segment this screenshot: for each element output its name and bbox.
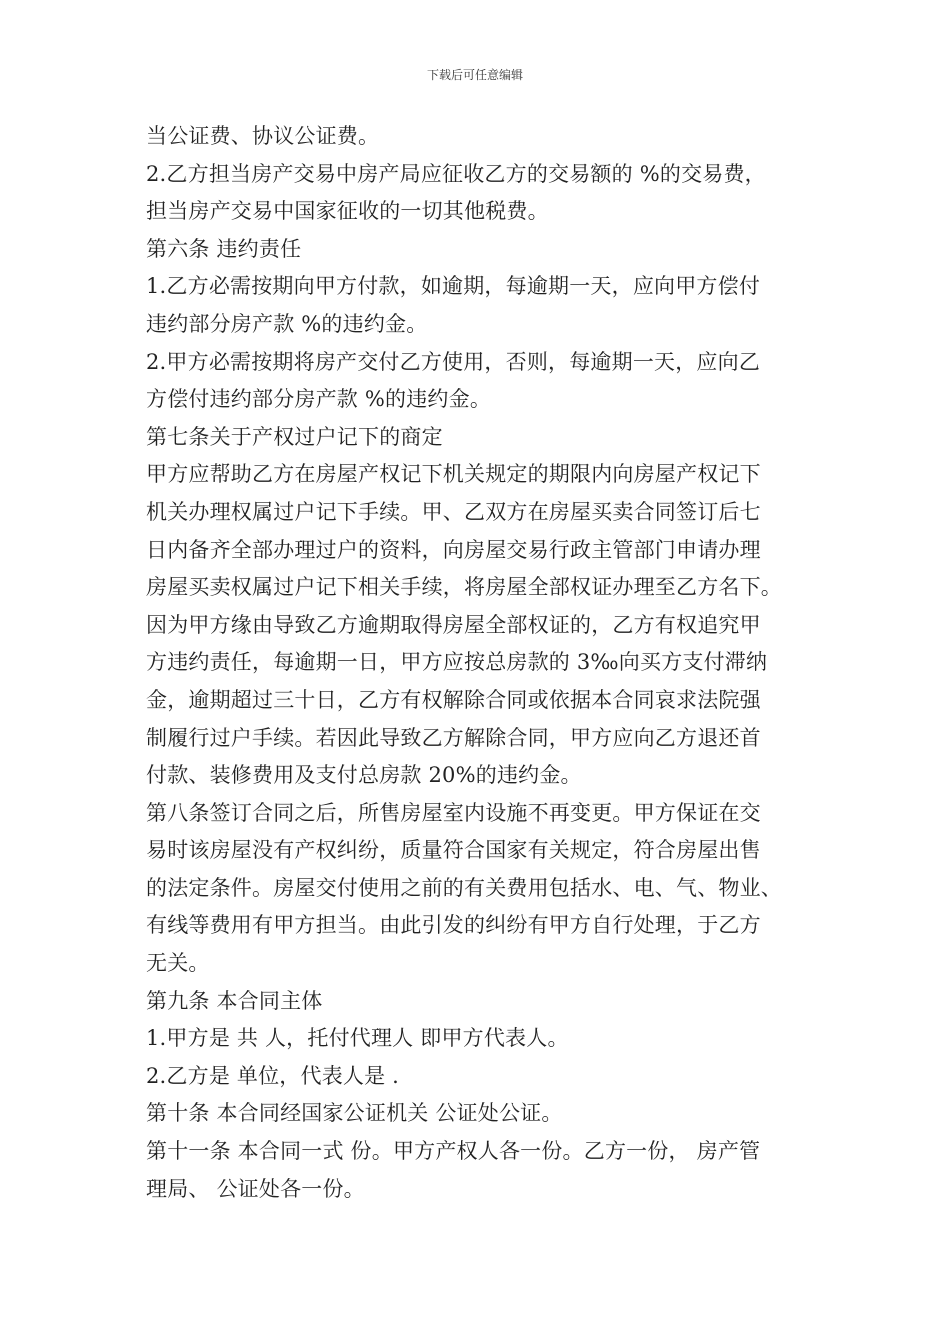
text-line: 当公证费、协议公证费。 bbox=[146, 124, 380, 148]
text-line: 担当房产交易中国家征收的一切其他税费。 bbox=[146, 199, 549, 224]
text-line: 2.乙方是 单位，代表人是 . bbox=[146, 1063, 400, 1088]
text-line: 易时该房屋没有产权纠纷，质量符合国家有关规定，符合房屋出售 bbox=[146, 838, 761, 863]
text-line: 无关。 bbox=[146, 951, 210, 976]
text-line: 的法定条件。房屋交付使用之前的有关费用包括水、电、气、物业、 bbox=[146, 875, 782, 900]
page-header: 下载后可任意编辑 bbox=[426, 68, 523, 82]
text-line: 1.甲方是 共 人，托付代理人 即甲方代表人。 bbox=[146, 1026, 569, 1051]
text-line: 制履行过户手续。若因此导致乙方解除合同，甲方应向乙方退还首 bbox=[146, 725, 761, 750]
text-line: 违约部分房产款 %的违约金。 bbox=[146, 311, 428, 336]
section-heading: 第六条 违约责任 bbox=[146, 236, 302, 261]
section-heading: 第十条 本合同经国家公证机关 公证处公证。 bbox=[146, 1101, 563, 1126]
text-line: 机关办理权属过户记下手续。甲、乙双方在房屋买卖合同签订后七 bbox=[146, 499, 761, 524]
text-line: 理局、 公证处各一份。 bbox=[146, 1176, 365, 1201]
text-line: 2.甲方必需按期将房产交付乙方使用，否则，每逾期一天，应向乙 bbox=[146, 349, 761, 374]
text-line: 因为甲方缘由导致乙方逾期取得房屋全部权证的，乙方有权追究甲 bbox=[146, 612, 761, 637]
text-line: 方偿付违约部分房产款 %的违约金。 bbox=[146, 387, 492, 412]
text-line: 日内备齐全部办理过户的资料，向房屋交易行政主管部门申请办理 bbox=[146, 537, 761, 562]
text-line: 2.乙方担当房产交易中房产局应征收乙方的交易额的 %的交易费， bbox=[146, 161, 766, 186]
text-line: 有线等费用有甲方担当。由此引发的纠纷有甲方自行处理，于乙方 bbox=[146, 913, 761, 938]
text-line: 房屋买卖权属过户记下相关手续，将房屋全部权证办理至乙方名下。 bbox=[146, 575, 782, 600]
text-line: 1.乙方必需按期向甲方付款，如逾期，每逾期一天，应向甲方偿付 bbox=[146, 274, 761, 299]
text-line: 金，逾期超过三十日，乙方有权解除合同或依据本合同哀求法院强 bbox=[146, 687, 761, 712]
section-heading: 第十一条 本合同一式 份。甲方产权人各一份。乙方一份， 房产管 bbox=[146, 1139, 761, 1164]
text-line: 甲方应帮助乙方在房屋产权记下机关规定的期限内向房屋产权记下 bbox=[146, 462, 761, 487]
section-heading: 第八条签订合同之后，所售房屋室内设施不再变更。甲方保证在交 bbox=[146, 800, 761, 825]
document-body bbox=[146, 118, 816, 1208]
section-heading: 第七条关于产权过户记下的商定 bbox=[146, 424, 443, 449]
text-line: 付款、装修费用及支付总房款 20%的违约金。 bbox=[146, 763, 582, 788]
text-line: 方违约责任，每逾期一日，甲方应按总房款的 3‰向买方支付滞纳 bbox=[146, 650, 768, 675]
section-heading: 第九条 本合同主体 bbox=[146, 988, 323, 1013]
